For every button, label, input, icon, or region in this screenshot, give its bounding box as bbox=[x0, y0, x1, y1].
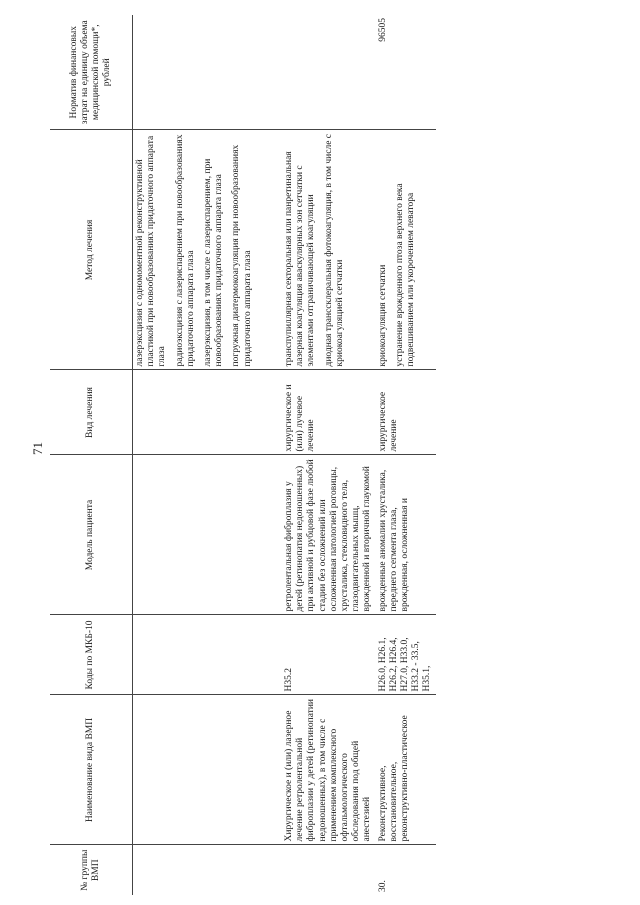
cell-cost: 96505 bbox=[377, 18, 388, 42]
cell-treatment-type: хирургическое лечение bbox=[376, 370, 436, 455]
cell-group bbox=[133, 845, 283, 895]
header-treatment-type: Вид лечения bbox=[50, 370, 133, 455]
cell-treatment-type bbox=[133, 370, 283, 455]
cell-methods bbox=[376, 130, 436, 370]
cell-treatment-type: хирургическое и (или) лучевое лечение bbox=[282, 370, 376, 455]
cell-patient bbox=[133, 455, 283, 615]
cell-name: Хирургическое и (или) лазерное лечение ретролентальной фиброплазии у детей (ретинопатии недоношенных), в том числе с применением комплексного офтальмологического обследования под общей анестезией bbox=[282, 695, 376, 845]
cell-name bbox=[133, 695, 283, 845]
cell-patient: ретролентальная фиброплазия у детей (ретинопатия недоношенных) при активной и рубцовой фазе любой стадии без осложнений или осложненная патологией роговицы, хрусталика, стекловидного тела, глазодвигательных мышц, врожденной и вторичной глаукомой bbox=[282, 455, 376, 615]
method-item: транспупиллярная секторальная или панретинальная лазерная коагуляция аваскулярных зон сетчатки с элементами отграничивающей коагуляции bbox=[284, 151, 317, 367]
cell-group bbox=[282, 845, 376, 895]
table-row bbox=[376, 15, 436, 895]
document-table-rotated bbox=[50, 15, 605, 895]
header-method: Метод лечения bbox=[50, 130, 133, 370]
method-item: лазерэксцизия с одномоментной реконструктивной пластикой при новообразованиях придаточного аппарата глаза bbox=[135, 135, 168, 367]
header-group: № группы ВМП bbox=[50, 845, 133, 895]
header-name: Наименование вида ВМП bbox=[50, 695, 133, 845]
header-codes: Коды по МКБ-10 bbox=[50, 615, 133, 695]
table-row bbox=[133, 15, 283, 895]
cell-cost bbox=[133, 15, 283, 130]
header-patient: Модель пациента bbox=[50, 455, 133, 615]
method-item: радиоэксцизия с лазериспарением при новообразованиях придаточного аппарата глаза bbox=[174, 134, 196, 367]
method-item: устранение врожденного птоза верхнего века подвешиванием или укорочением леватора bbox=[394, 183, 417, 367]
cell-codes: H26.0, H26.1, H26.2, H26.4, H27.0, H33.0, H33.2 - 33.5, H35.1, bbox=[376, 615, 436, 695]
cell-codes bbox=[133, 615, 283, 695]
vmp-table bbox=[50, 15, 436, 895]
cell-methods bbox=[133, 130, 283, 370]
cell-patient: врожденные аномалии хрусталика, переднего сегмента глаза, врожденная, осложненная и bbox=[376, 455, 436, 615]
table-header-row bbox=[50, 15, 133, 895]
table-row bbox=[282, 15, 376, 895]
method-item: лазерэксцизия, в том числе с лазериспарением, при новообразованиях придаточного аппарата глаза bbox=[203, 158, 225, 367]
page-number: 71 bbox=[30, 442, 45, 455]
method-item: криокоагуляция сетчатки bbox=[377, 264, 388, 367]
cell-cost bbox=[282, 15, 376, 130]
method-item: диодная транссклеральная фотокоагуляция, в том числе с криокоагуляцией сетчатки bbox=[323, 133, 345, 367]
method-item: погружная диатермокоагуляция при новообразованиях придаточного аппарата глаза bbox=[231, 144, 253, 367]
cell-name: Реконструктивное, восстановительное, реконструктивно-пластическое bbox=[376, 695, 436, 845]
cell-codes: H35.2 bbox=[282, 615, 376, 695]
cell-methods bbox=[282, 130, 376, 370]
header-cost: Норматив финансовых затрат на единицу объема медицинской помощи*, рублей bbox=[50, 15, 133, 130]
cell-group: 30. bbox=[376, 845, 436, 895]
